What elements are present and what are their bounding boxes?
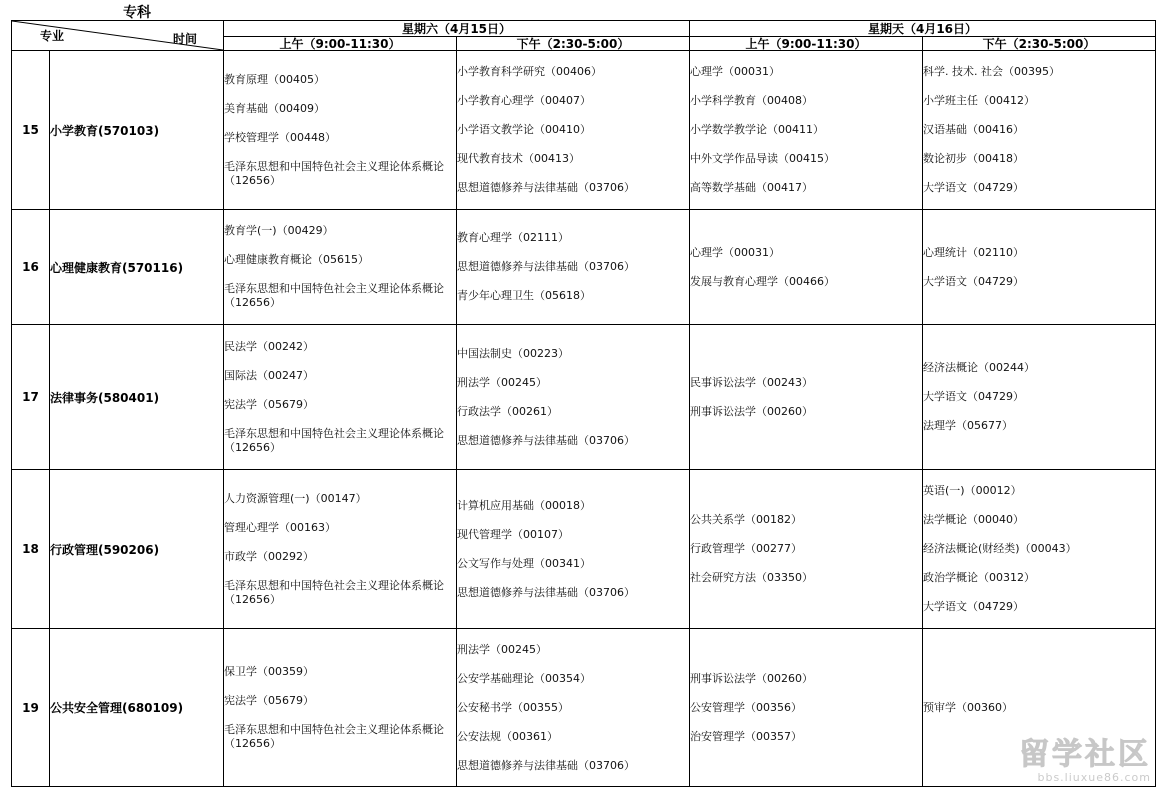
course-item: 大学语文（04729） (923, 274, 1024, 288)
course-item: 思想道德修养与法律基础（03706） (457, 260, 635, 273)
table-row (12, 629, 1156, 787)
course-item: 大学语文（04729） (923, 600, 1024, 613)
course-item: 市政学（00292） (224, 549, 314, 563)
course-item: 毛泽东思想和中国特色社会主义理论体系概论（12656） (224, 159, 444, 187)
course-item: 刑法学（00245） (457, 375, 547, 389)
course-item: 小学科学教育（00408） (690, 94, 813, 107)
course-item: 社会研究方法（03350） (690, 571, 813, 584)
slot-header-sun-morning: 上午（9:00-11:30） (690, 37, 923, 51)
course-cell (224, 210, 457, 325)
course-item: 小学语文教学论（00410） (457, 123, 591, 136)
course-item: 人力资源管理(一)（00147） (224, 491, 367, 505)
course-item: 保卫学（00359） (224, 664, 314, 678)
day-header-saturday: 星期六（4月15日） (224, 21, 690, 37)
table-row (12, 210, 1156, 325)
row-number: 15 (12, 51, 50, 210)
course-cell (224, 51, 457, 210)
course-item: 青少年心理卫生（05618） (457, 289, 591, 302)
course-cell (690, 210, 923, 325)
course-item: 管理心理学（00163） (224, 520, 336, 534)
course-item: 思想道德修养与法律基础（03706） (457, 433, 635, 447)
course-item: 政治学概论（00312） (923, 571, 1035, 584)
slot-header-sat-morning: 上午（9:00-11:30） (224, 37, 457, 51)
course-cell (690, 51, 923, 210)
course-item: 高等数学基础（00417） (690, 181, 813, 194)
course-item: 刑法学（00245） (457, 642, 547, 656)
course-cell (923, 325, 1156, 470)
course-item: 计算机应用基础（00018） (457, 498, 591, 512)
major-name: 公共安全管理(680109) (50, 629, 224, 787)
course-item: 行政法学（00261） (457, 404, 558, 418)
corner-time-label: 时间 (172, 32, 197, 46)
course-item: 法学概论（00040） (923, 513, 1024, 526)
course-cell (224, 470, 457, 629)
course-item: 治安管理学（00357） (690, 729, 802, 743)
course-item: 宪法学（05679） (224, 397, 314, 411)
row-number: 16 (12, 210, 50, 325)
course-item: 心理学（00031） (690, 65, 780, 78)
course-item: 宪法学（05679） (224, 693, 314, 707)
course-item: 毛泽东思想和中国特色社会主义理论体系概论（12656） (224, 426, 444, 454)
course-item: 法理学（05677） (923, 419, 1013, 432)
corner-major-label: 专业 (40, 29, 65, 43)
course-item: 汉语基础（00416） (923, 123, 1024, 136)
course-item: 毛泽东思想和中国特色社会主义理论体系概论（12656） (224, 722, 444, 750)
course-cell (923, 210, 1156, 325)
course-item: 毛泽东思想和中国特色社会主义理论体系概论（12656） (224, 578, 444, 606)
watermark-brand: 留学社区 (1019, 737, 1151, 772)
course-item: 经济法概论（00244） (923, 361, 1035, 374)
course-cell (457, 210, 690, 325)
row-number: 19 (12, 629, 50, 787)
course-item: 科学. 技术. 社会（00395） (923, 65, 1060, 78)
course-item: 大学语文（04729） (923, 390, 1024, 403)
course-item: 行政管理学（00277） (690, 542, 802, 555)
watermark-logo (1019, 739, 1151, 784)
exam-schedule-table (11, 20, 1156, 787)
course-cell (923, 470, 1156, 629)
course-item: 大学语文（04729） (923, 181, 1024, 194)
course-item: 心理学（00031） (690, 245, 780, 259)
major-name: 行政管理(590206) (50, 470, 224, 629)
row-number: 18 (12, 470, 50, 629)
course-item: 数论初步（00418） (923, 152, 1024, 165)
table-row (12, 470, 1156, 629)
course-item: 公安学基础理论（00354） (457, 671, 591, 685)
course-item: 思想道德修养与法律基础（03706） (457, 758, 635, 772)
course-item: 发展与教育心理学（00466） (690, 274, 835, 288)
course-item: 思想道德修养与法律基础（03706） (457, 181, 635, 194)
corner-header-cell (12, 21, 224, 51)
course-cell (457, 629, 690, 787)
course-item: 公文写作与处理（00341） (457, 556, 591, 570)
course-item: 现代管理学（00107） (457, 527, 569, 541)
course-item: 教育学(一)（00429） (224, 224, 334, 237)
course-cell (690, 325, 923, 470)
course-cell (923, 51, 1156, 210)
course-item: 心理统计（02110） (923, 245, 1024, 259)
course-item: 公安法规（00361） (457, 729, 558, 743)
course-item: 美育基础（00409） (224, 101, 325, 115)
course-cell (690, 629, 923, 787)
major-name: 法律事务(580401) (50, 325, 224, 470)
course-item: 中国法制史（00223） (457, 346, 569, 360)
course-item: 心理健康教育概论（05615） (224, 253, 369, 266)
day-header-sunday: 星期天（4月16日） (690, 21, 1156, 37)
day-header-row (12, 21, 1156, 37)
course-item: 学校管理学（00448） (224, 130, 336, 144)
course-item: 思想道德修养与法律基础（03706） (457, 585, 635, 599)
course-item: 公安秘书学（00355） (457, 700, 569, 714)
row-number: 17 (12, 325, 50, 470)
course-item: 小学教育心理学（00407） (457, 94, 591, 107)
course-item: 小学教育科学研究（00406） (457, 65, 602, 78)
course-cell (690, 470, 923, 629)
course-item: 小学班主任（00412） (923, 94, 1035, 107)
course-item: 教育原理（00405） (224, 72, 325, 86)
course-item: 经济法概论(财经类)（00043） (923, 542, 1077, 555)
course-item: 公共关系学（00182） (690, 513, 802, 526)
course-cell (224, 629, 457, 787)
course-item: 中外文学作品导读（00415） (690, 152, 835, 165)
course-cell (224, 325, 457, 470)
course-item: 英语(一)（00012） (923, 484, 1022, 497)
course-item: 民法学（00242） (224, 339, 314, 353)
course-item: 教育心理学（02111） (457, 231, 569, 244)
course-item: 刑事诉讼法学（00260） (690, 404, 813, 418)
major-name: 小学教育(570103) (50, 51, 224, 210)
slot-header-sat-afternoon: 下午（2:30-5:00） (457, 37, 690, 51)
table-row (12, 51, 1156, 210)
course-item: 小学数学教学论（00411） (690, 123, 824, 136)
page-title: 专科 (123, 5, 151, 21)
course-cell (457, 325, 690, 470)
course-cell (457, 470, 690, 629)
course-item: 毛泽东思想和中国特色社会主义理论体系概论（12656） (224, 282, 444, 309)
course-item: 刑事诉讼法学（00260） (690, 671, 813, 685)
slot-header-sun-afternoon: 下午（2:30-5:00） (923, 37, 1156, 51)
course-item: 现代教育技术（00413） (457, 152, 580, 165)
course-item: 预审学（00360） (923, 700, 1013, 714)
course-item: 民事诉讼法学（00243） (690, 375, 813, 389)
course-item: 国际法（00247） (224, 368, 314, 382)
table-row (12, 325, 1156, 470)
course-item: 公安管理学（00356） (690, 700, 802, 714)
course-cell (457, 51, 690, 210)
watermark-url: bbs.liuxue86.com (1037, 771, 1151, 784)
major-name: 心理健康教育(570116) (50, 210, 224, 325)
